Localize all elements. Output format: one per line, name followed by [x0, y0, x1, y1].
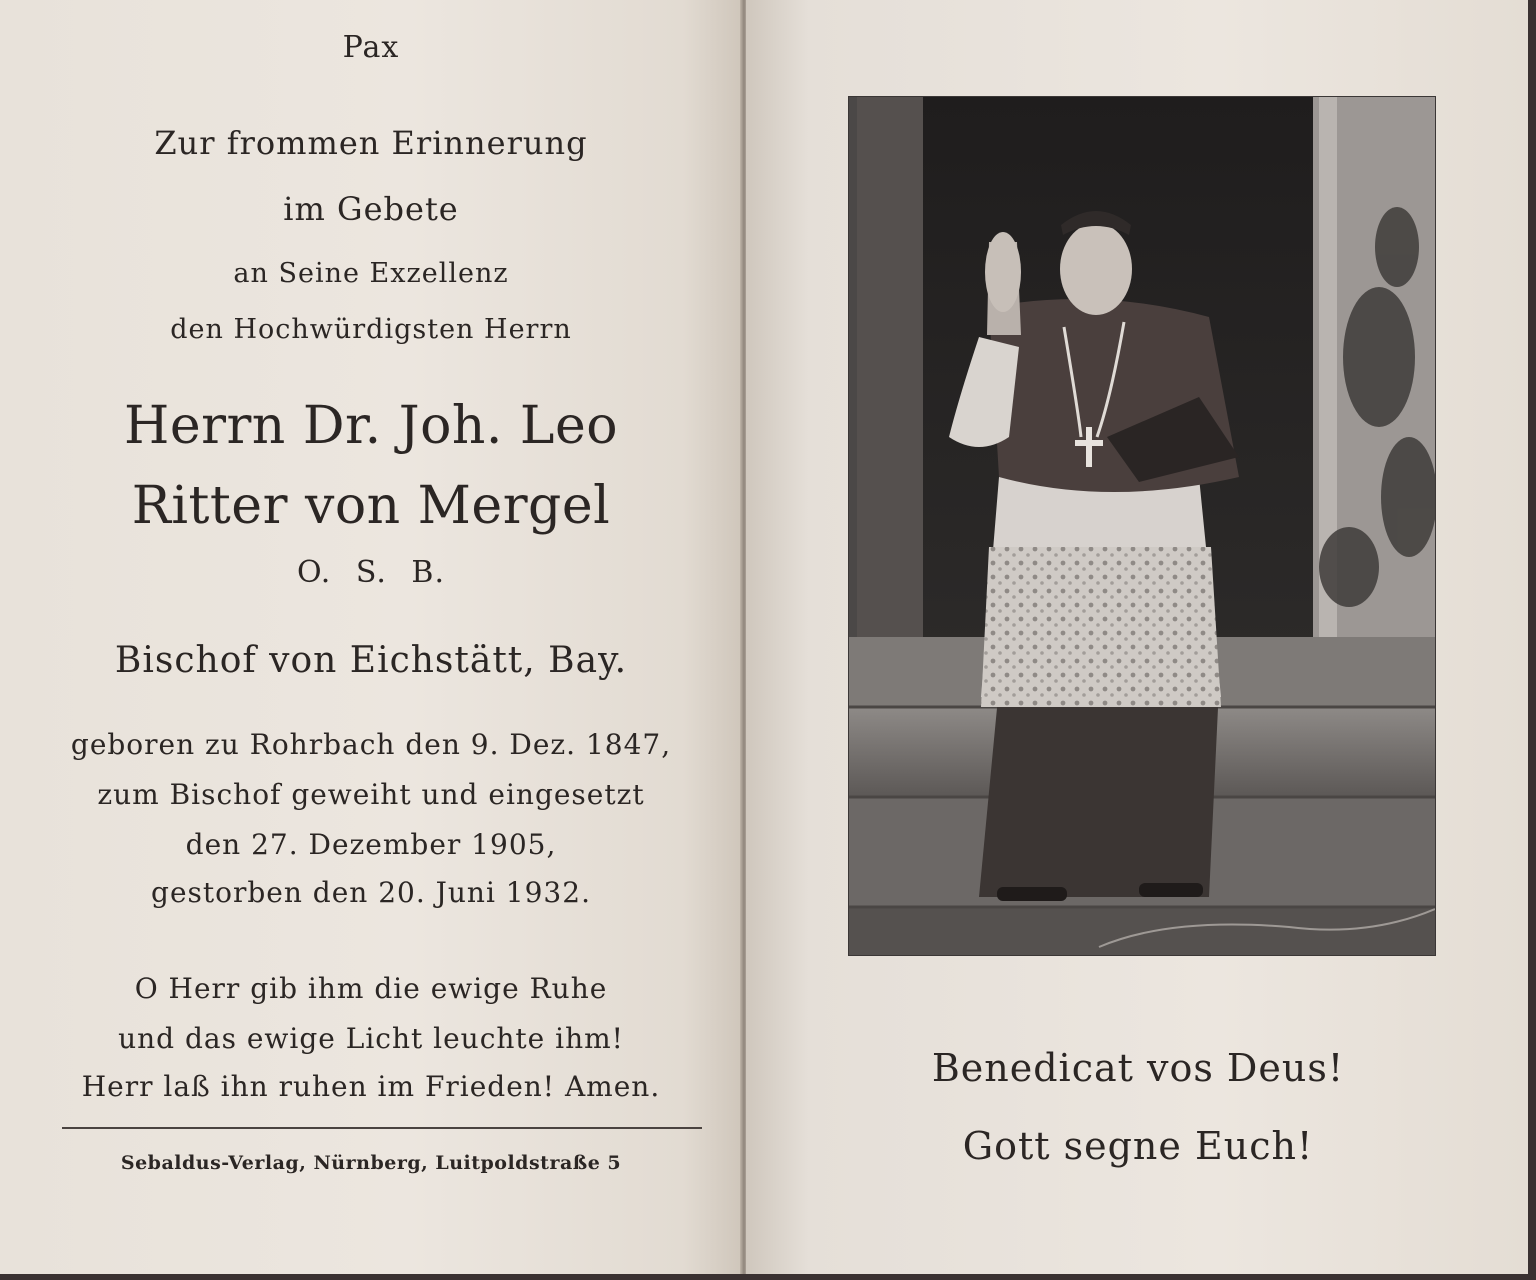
left-page	[0, 0, 742, 1276]
pax-heading: Pax	[342, 30, 400, 65]
prayer-line-3: Herr laß ihn ruhen im Frieden! Amen.	[81, 1070, 661, 1103]
divider-rule	[62, 1127, 702, 1129]
intro-line-4: den Hochwürdigsten Herrn	[170, 314, 572, 345]
name-line-1: Herrn Dr. Joh. Leo	[123, 396, 619, 456]
intro-line-1: Zur frommen Erinnerung	[154, 124, 588, 162]
publisher-imprint: Sebaldus-Verlag, Nürnberg, Luitpoldstraße 5	[120, 1152, 622, 1174]
blessing-german: Gott segne Euch!	[962, 1124, 1314, 1168]
date-line-1: geboren zu Rohrbach den 9. Dez. 1847,	[70, 728, 672, 761]
scan-edge-right	[1528, 0, 1536, 1280]
bishop-portrait-photo	[848, 96, 1436, 956]
bishop-title: Bischof von Eichstätt, Bay.	[114, 640, 628, 681]
date-line-4: gestorben den 20. Juni 1932.	[151, 876, 591, 909]
blessing-latin: Benedicat vos Deus!	[931, 1046, 1345, 1090]
name-line-2: Ritter von Mergel	[131, 476, 611, 536]
intro-line-3: an Seine Exzellenz	[233, 258, 509, 289]
date-line-3: den 27. Dezember 1905,	[185, 828, 557, 861]
date-line-2: zum Bischof geweiht und eingesetzt	[97, 778, 645, 811]
order-abbreviation: O. S. B.	[296, 555, 446, 590]
prayer-line-2: und das ewige Licht leuchte ihm!	[118, 1022, 624, 1055]
scan-edge-bottom	[0, 1274, 1536, 1280]
prayer-line-1: O Herr gib ihm die ewige Ruhe	[134, 972, 608, 1005]
intro-line-2: im Gebete	[283, 190, 459, 228]
